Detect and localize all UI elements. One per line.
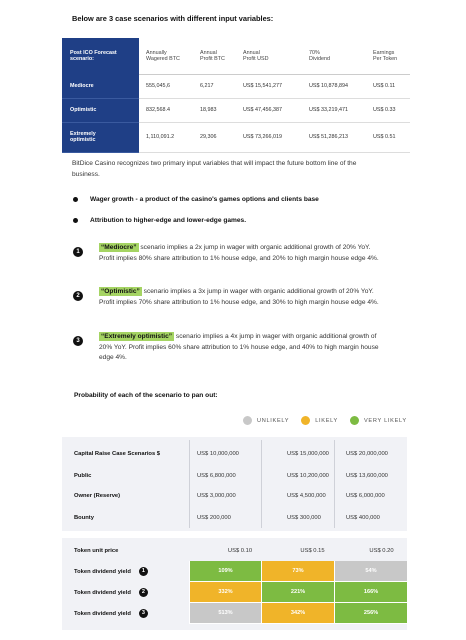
scenario-item-mediocre [72, 243, 382, 264]
yield-cell: 109% [189, 561, 261, 582]
column-header: Annual Profit USD [236, 38, 302, 74]
table-row [62, 74, 410, 98]
table-cell: US$ 47,456,387 [236, 98, 302, 122]
table-row [62, 122, 410, 152]
column-header: 70% Dividend [302, 38, 366, 74]
table-row [62, 485, 407, 507]
table-cell: US$ 51,286,213 [302, 122, 366, 152]
table-row [62, 507, 407, 529]
table-cell: 18,983 [193, 98, 236, 122]
scenarios-heading: Below are 3 case scenarios with different input variables: [72, 14, 274, 23]
table-cell: US$ 10,000,000 [197, 451, 239, 457]
yield-cell: 513% [189, 603, 261, 624]
row-label: Token unit price [74, 547, 119, 554]
table-cell: US$ 0.15 [300, 547, 325, 554]
table-cell: US$ 6,000,000 [346, 493, 385, 499]
table-cell: US$ 13,600,000 [346, 473, 388, 479]
table-cell: US$ 15,541,277 [236, 74, 302, 98]
scenario-table-header [62, 38, 410, 74]
column-header: Annually Wagered BTC [139, 38, 193, 74]
yield-cell: 256% [334, 603, 407, 624]
row-label: Mediocre [62, 74, 139, 98]
legend [243, 416, 419, 425]
column-header: Annual Profit BTC [193, 38, 236, 74]
table-cell: US$ 0.33 [366, 98, 410, 122]
yield-cell: 54% [334, 561, 407, 582]
legend-item-likely: LIKELY [301, 416, 338, 425]
table-cell: US$ 0.51 [366, 122, 410, 152]
list-item: Wager growth - a product of the casino's games options and clients base [72, 196, 392, 217]
table-cell: US$ 4,500,000 [287, 493, 326, 499]
table-cell: US$ 200,000 [197, 515, 231, 521]
table-cell: US$ 10,878,894 [302, 74, 366, 98]
row-label: Owner (Reserve) [74, 493, 121, 499]
table-cell: US$ 10,200,000 [287, 473, 329, 479]
legend-item-very-likely: VERY LIKELY [350, 416, 407, 425]
number-2-icon: 2 [139, 588, 148, 597]
row-label: Extremely optimistic [62, 122, 139, 152]
table-cell: US$ 400,000 [346, 515, 380, 521]
number-1-icon: 1 [73, 247, 83, 257]
scenario-table-corner: Post ICO Forecast scenario: [62, 38, 139, 74]
probability-heading: Probability of each of the scenario to pan out: [74, 392, 218, 399]
number-3-icon: 3 [73, 336, 83, 346]
table-row [62, 443, 407, 465]
variable-list [72, 196, 392, 238]
table-cell: US$ 3,000,000 [197, 493, 236, 499]
likely-dot-icon [301, 416, 310, 425]
number-1-icon: 1 [139, 567, 148, 576]
number-2-icon: 2 [73, 291, 83, 301]
very-likely-dot-icon [350, 416, 359, 425]
scenario-text: “Optimistic” scenario implies a 3x jump in wager with organic additional growth of 20% YoY. Profit implies 70% share attribution to 1% house edge, and 30% to high margin house edge 4%. [99, 288, 379, 306]
table-row [62, 98, 410, 122]
scenario-text: “Mediocre” scenario implies a 2x jump in wager with organic additional growth of 20% YoY. Profit implies 80% share attribution to 1% house edge, and 20% to high margin house edge 4%. [99, 244, 379, 262]
yield-cell: 221% [261, 582, 334, 603]
scenario-highlight: “Mediocre” [101, 244, 137, 251]
yield-cell: 342% [261, 603, 334, 624]
table-cell: 6,217 [193, 74, 236, 98]
scenario-item-extremely-optimistic [72, 332, 382, 364]
row-label: Bounty [74, 515, 94, 521]
token-yield-row [62, 603, 407, 624]
legend-item-unlikely: UNLIKELY [243, 416, 289, 425]
token-yield-row [62, 582, 407, 603]
table-cell: US$ 300,000 [287, 515, 321, 521]
scenario-highlight: “Extremely optimistic” [101, 333, 173, 340]
table-row [62, 465, 407, 487]
table-cell: US$ 20,000,000 [346, 451, 388, 457]
table-cell: US$ 6,800,000 [197, 473, 236, 479]
intro-paragraph: BitDice Casino recognizes two primary input variables that will impact the future bottom line of the business. [72, 160, 357, 178]
table-cell: US$ 0.20 [369, 547, 394, 554]
row-label: Token dividend yield 1 [62, 567, 189, 576]
table-cell: 29,306 [193, 122, 236, 152]
scenario-item-optimistic [72, 287, 382, 308]
table-cell: US$ 33,219,471 [302, 98, 366, 122]
row-label: Token dividend yield 3 [62, 609, 189, 618]
number-3-icon: 3 [139, 609, 148, 618]
list-item: Attribution to higher-edge and lower-edge games. [72, 217, 392, 238]
table-cell: 832,568.4 [139, 98, 193, 122]
row-label: Public [74, 473, 92, 479]
row-label: Token dividend yield 2 [62, 588, 189, 597]
token-yield-row [62, 561, 407, 582]
table-cell: 1,110,091.2 [139, 122, 193, 152]
scenario-table [62, 38, 410, 153]
scenario-highlight: “Optimistic” [101, 288, 140, 295]
yield-cell: 166% [334, 582, 407, 603]
unlikely-dot-icon [243, 416, 252, 425]
table-cell: US$ 73,266,019 [236, 122, 302, 152]
token-price-row [62, 540, 407, 561]
scenario-text: “Extremely optimistic” scenario implies a 4x jump in wager with organic additional growth of 20% YoY. Profit implies 60% share attribution to 1% house edge, and 40% to high margin house edge 4%. [99, 333, 379, 361]
table-cell: US$ 15,000,000 [287, 451, 329, 457]
table-cell: 555,045,6 [139, 74, 193, 98]
row-label: Capital Raise Case Scenarios $ [74, 451, 161, 457]
yield-cell: 332% [189, 582, 261, 603]
column-header: Earnings Per Token [366, 38, 410, 74]
table-cell: US$ 0.10 [227, 547, 253, 554]
row-label: Optimistic [62, 98, 139, 122]
yield-cell: 73% [261, 561, 334, 582]
table-cell: US$ 0.11 [366, 74, 410, 98]
